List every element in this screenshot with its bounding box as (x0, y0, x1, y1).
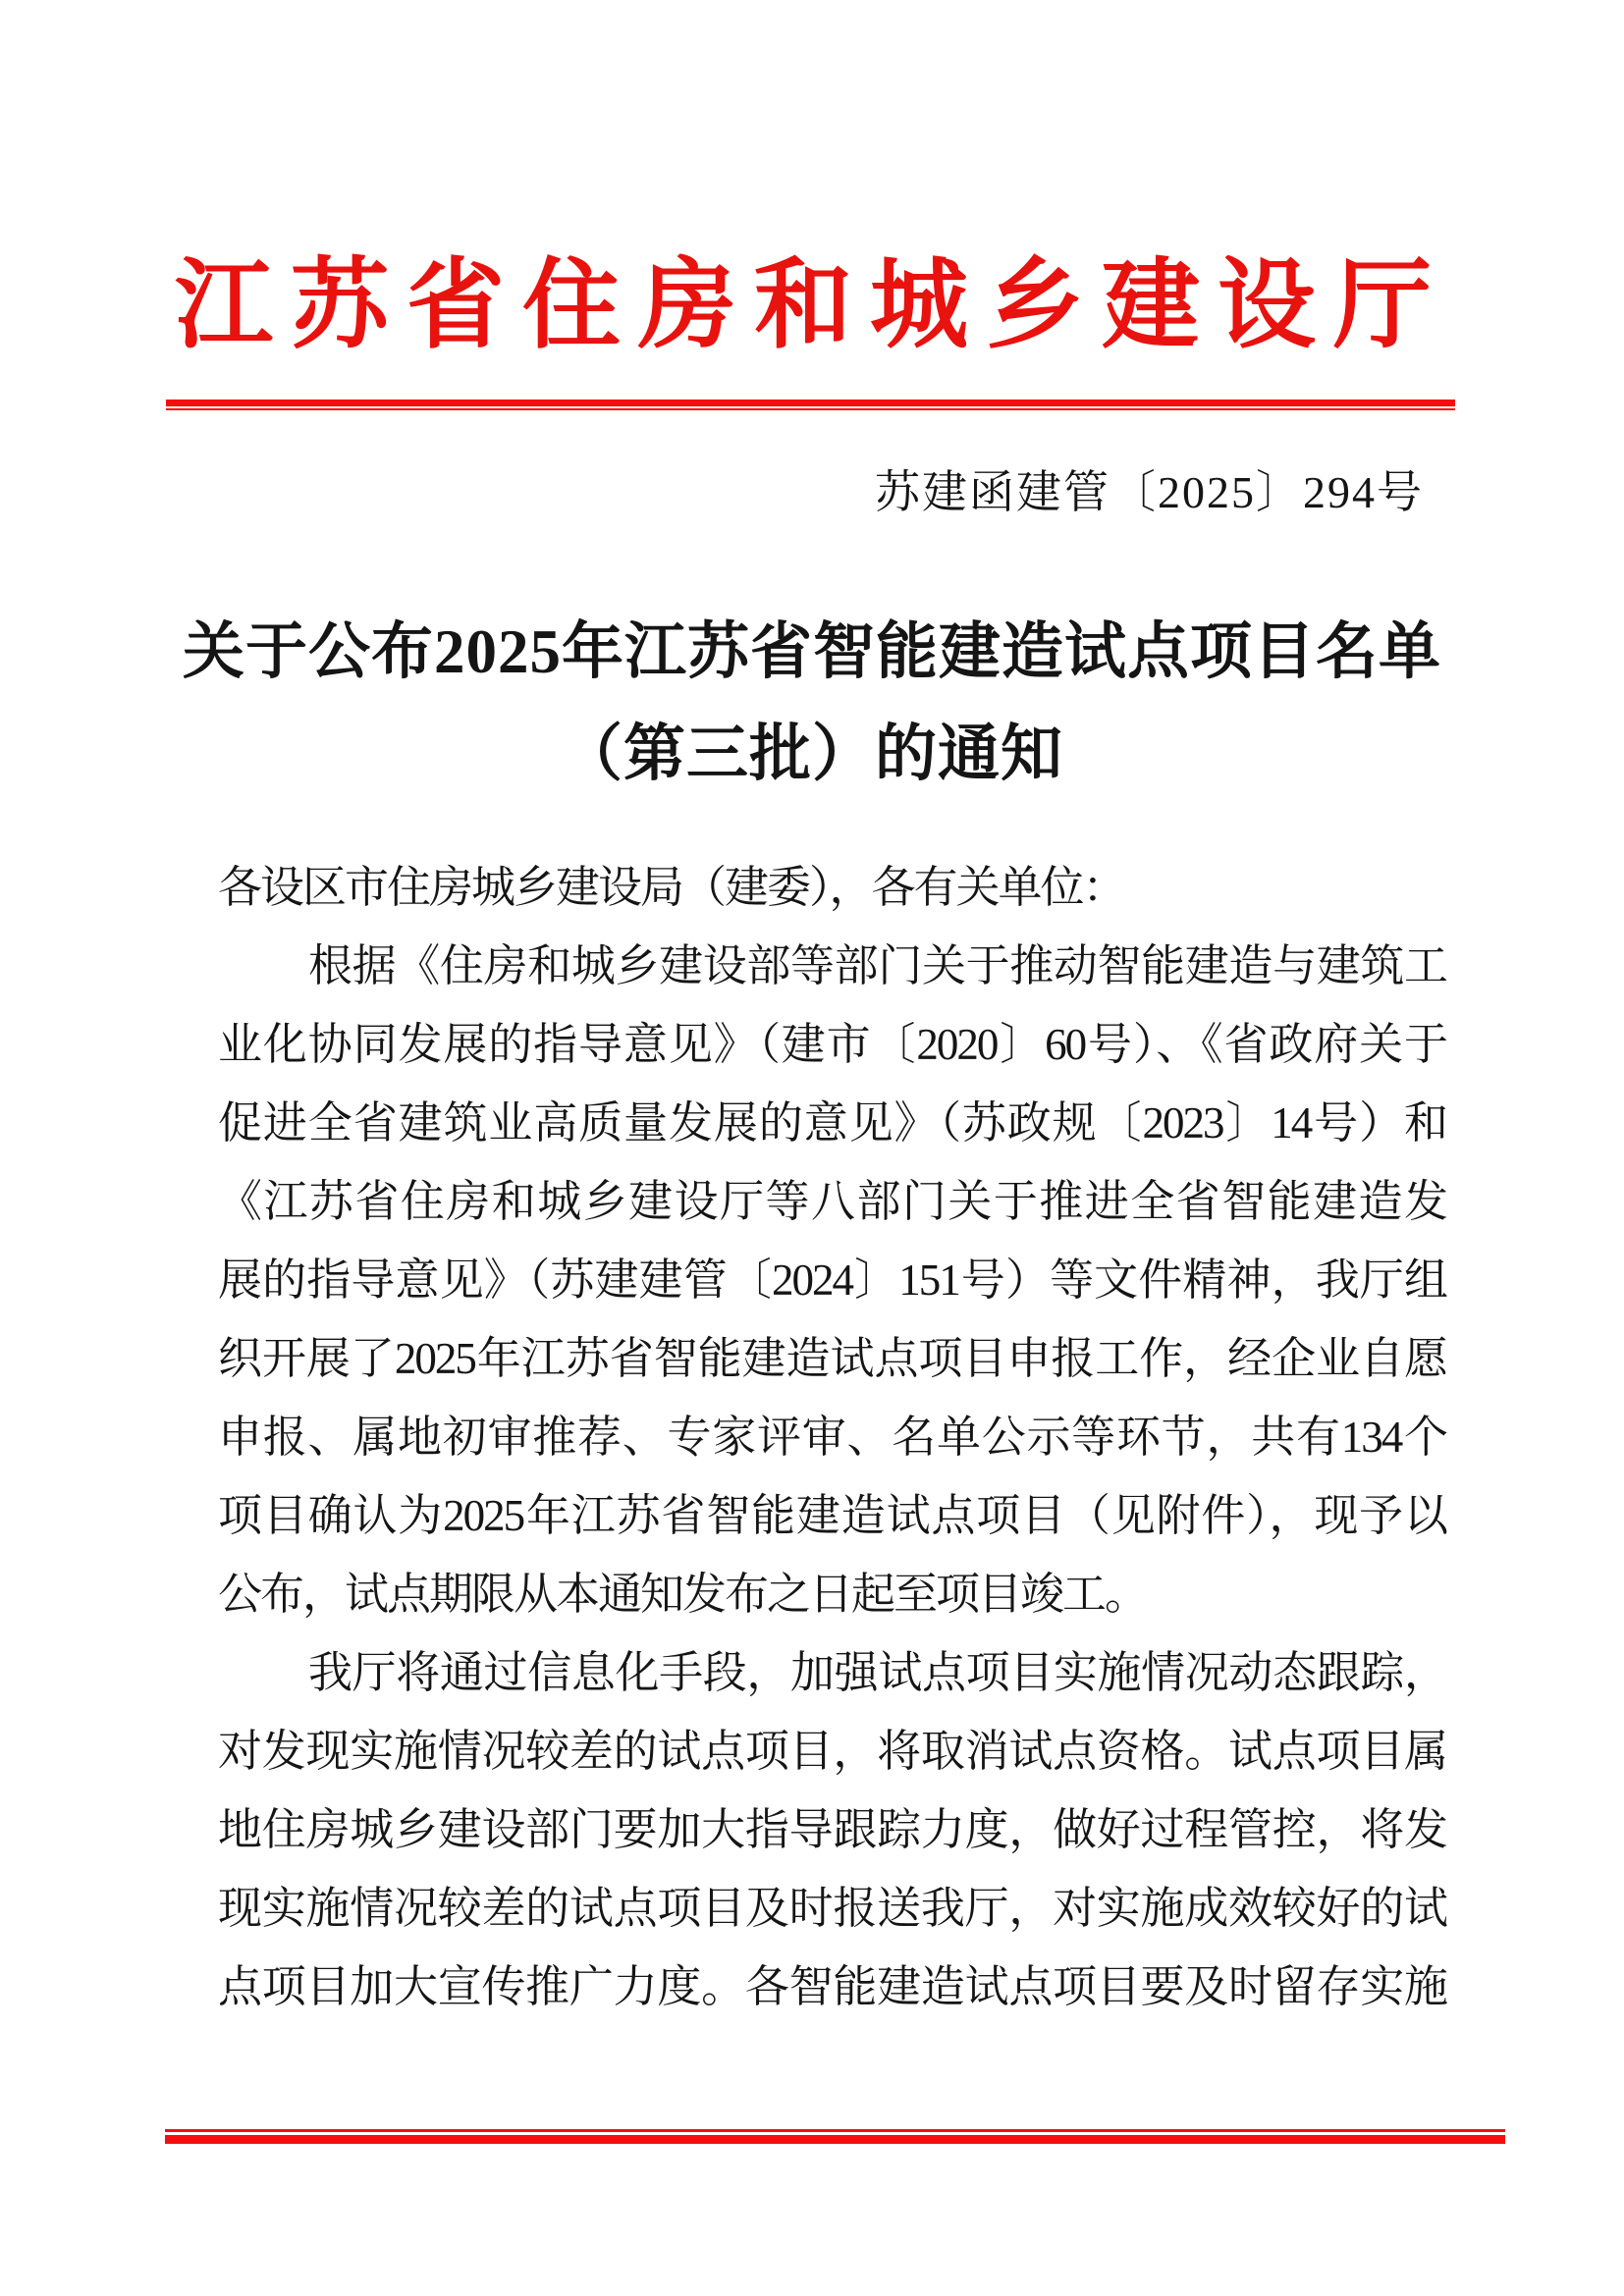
letterhead-divider-thick-bar (166, 400, 1455, 406)
body-line: 申报、属地初审推荐、专家评审、名单公示等环节，共有134个 (218, 1413, 1446, 1462)
body-line: 展的指导意见》（苏建建管〔2024〕151号）等文件精神，我厅组 (218, 1255, 1446, 1305)
letterhead-divider (166, 400, 1455, 410)
body-line: 我厅将通过信息化手段，加强试点项目实施情况动态跟踪， (308, 1648, 1446, 1697)
letterhead-divider-thin-bar (166, 408, 1455, 410)
body-line: 业化协同发展的指导意见》（建市〔2020〕60号）、《省政府关于 (218, 1020, 1446, 1069)
document-title-line2: （第三批）的通知 (561, 720, 1063, 788)
body-line: 根据《住房和城乡建设部等部门关于推动智能建造与建筑工 (308, 941, 1446, 990)
document-body (218, 848, 1446, 2026)
body-line: 公布，试点期限从本通知发布之日起至项目竣工。 (218, 1570, 1148, 1619)
body-line: 对发现实施情况较差的试点项目，将取消试点资格。试点项目属 (218, 1727, 1446, 1776)
body-line: 项目确认为2025年江苏省智能建造试点项目（见附件），现予以 (218, 1491, 1446, 1540)
body-line: 地住房城乡建设部门要加大指导跟踪力度，做好过程管控，将发 (218, 1805, 1446, 1854)
document-reference-number: 苏建函建管〔2025〕294号 (875, 467, 1424, 517)
page-footer-divider (165, 2129, 1505, 2144)
body-line: 《江苏省住房和城乡建设厅等八部门关于推进全省智能建造发 (218, 1177, 1446, 1226)
body-line: 现实施情况较差的试点项目及时报送我厅，对实施成效较好的试 (218, 1884, 1446, 1933)
document-title (118, 601, 1506, 805)
footer-divider-thick-bar (165, 2135, 1505, 2144)
agency-letterhead-title: 江苏省住房和城乡建设厅 (175, 251, 1449, 360)
body-line: 织开展了2025年江苏省智能建造试点项目申报工作，经企业自愿 (218, 1334, 1446, 1383)
salutation-line: 各设区市住房城乡建设局（建委），各有关单位： (218, 863, 1125, 912)
body-line: 促进全省建筑业高质量发展的意见》（苏政规〔2023〕14号）和 (218, 1098, 1446, 1148)
body-line: 点项目加大宣传推广力度。各智能建造试点项目要及时留存实施 (218, 1962, 1446, 2011)
document-title-line1: 关于公布2025年江苏省智能建造试点项目名单 (183, 617, 1441, 686)
